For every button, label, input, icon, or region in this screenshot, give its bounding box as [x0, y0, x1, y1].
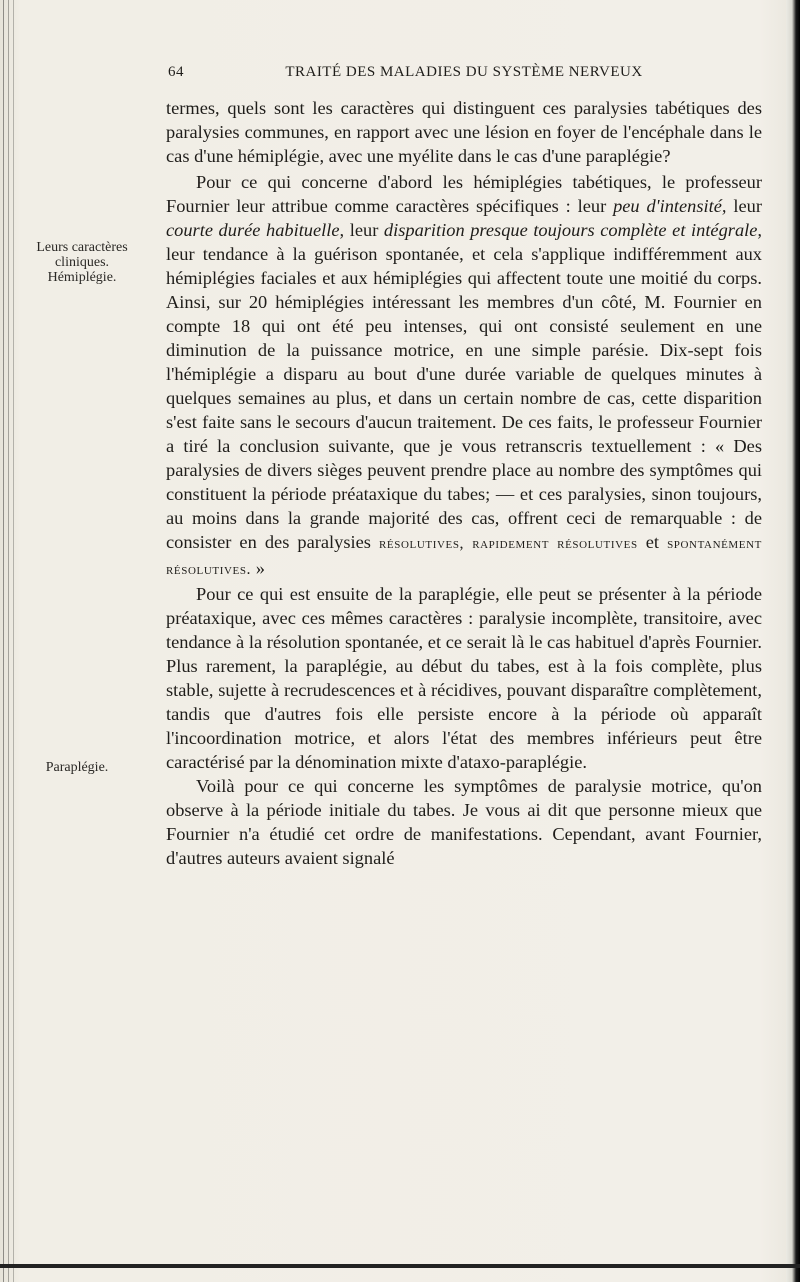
margin-note-line: cliniques.	[54, 255, 110, 270]
paragraph-hemiplegie	[166, 170, 762, 582]
page-number: 64	[168, 64, 184, 80]
binding-edge	[0, 0, 20, 1282]
small-caps-text: résolutives, rapidement résolutives	[379, 535, 638, 552]
paragraph-text: leur	[344, 220, 384, 240]
paragraph-text: Pour ce qui concerne d'abord les hémiplégies tabétiques, le professeur Fournier leur attribue comme caractères spécifiques : leur	[166, 172, 762, 216]
page-bottom-edge	[0, 1264, 800, 1268]
margin-note-paraplegie	[30, 760, 124, 775]
margin-note-line: Hémiplégie.	[47, 270, 117, 285]
body-text	[166, 96, 762, 870]
margin-note-hemiplegie	[30, 240, 134, 285]
paragraph-text: »	[251, 558, 265, 578]
page-header	[168, 64, 760, 84]
paragraph-text: Voilà pour ce qui concerne les symptômes de paralysie motrice, qu'on observe à la période initiale du tabes. Je vous ai dit que personne mieux que Fournier n'a étudié cet ordre de manifestations. Cependant, avant Fournier, d'autres auteurs avaient signalé	[166, 776, 762, 868]
emphasis-text: disparition presque toujours complète et intégrale,	[383, 220, 763, 240]
margin-note-line: Leurs caractères	[36, 240, 128, 255]
paragraph-text: leur	[726, 196, 762, 216]
emphasis-text: peu d'intensité,	[613, 196, 727, 216]
paragraph-continuation	[166, 96, 762, 168]
paragraph-text: Pour ce qui est ensuite de la paraplégie, elle peut se présenter à la période préataxique, avec ces mêmes caractères : paralysie incomplète, transitoire, avec tendance à la résolution spontanée, et ce serait là le cas habituel d'après Fournier. Plus rarement, la paraplégie, au début du tabes, est à la fois complète, plus stable, sujette à recrudescences et à récidives, pouvant disparaître complètement, tandis que d'autres fois elle persiste encore à la période où apparaît l'incoordination motrice, et alors l'état des membres inférieurs peut être caractérisé par la dénomination mixte d'ataxo-paraplégie.	[166, 584, 762, 772]
running-title: TRAITÉ DES MALADIES DU SYSTÈME NERVEUX	[285, 64, 643, 80]
margin-note-line: Paraplégie.	[45, 760, 109, 775]
paragraph-text: termes, quels sont les caractères qui distinguent ces paralysies tabétiques des paralysies communes, en rapport avec une lésion en foyer de l'encéphale dans le cas d'une hémiplégie, avec une myélite dans le cas d'une paraplégie?	[166, 98, 762, 166]
paragraph-text: leur tendance à la guérison spontanée, et cela s'applique indifféremment aux hémiplégies faciales et aux hémiplégies qui affectent toute une moitié du corps. Ainsi, sur 20 hémiplégies intéressant les membres d'un côté, M. Fournier en compte 18 qui ont été peu intenses, qui ont consisté seulement en une diminution de la puissance motrice, en une simple parésie. Dix-sept fois l'hémiplégie a disparu au bout d'une durée variable de quelques minutes à quelques semaines au plus, et dans un certain nombre de cas, cette disparition s'est faite sans le secours d'aucun traitement. De ces faits, le professeur Fournier a tiré la conclusion suivante, que je vous retranscris textuellement : « Des paralysies de divers sièges peuvent prendre place au nombre des symptômes qui constituent la période préataxique du tabes; — et ces paralysies, sinon toujours, au moins dans la grande majorité des cas, offrent ceci de remarquable : de consister en des paralysies	[166, 244, 762, 552]
page-right-edge	[786, 0, 800, 1282]
paragraph-paraplegie	[166, 582, 762, 774]
paragraph-text: et	[637, 532, 668, 552]
paragraph-conclusion	[166, 774, 762, 870]
small-caps-text: spontanément résolutives.	[166, 535, 762, 578]
emphasis-text: courte durée habituelle,	[166, 220, 345, 240]
